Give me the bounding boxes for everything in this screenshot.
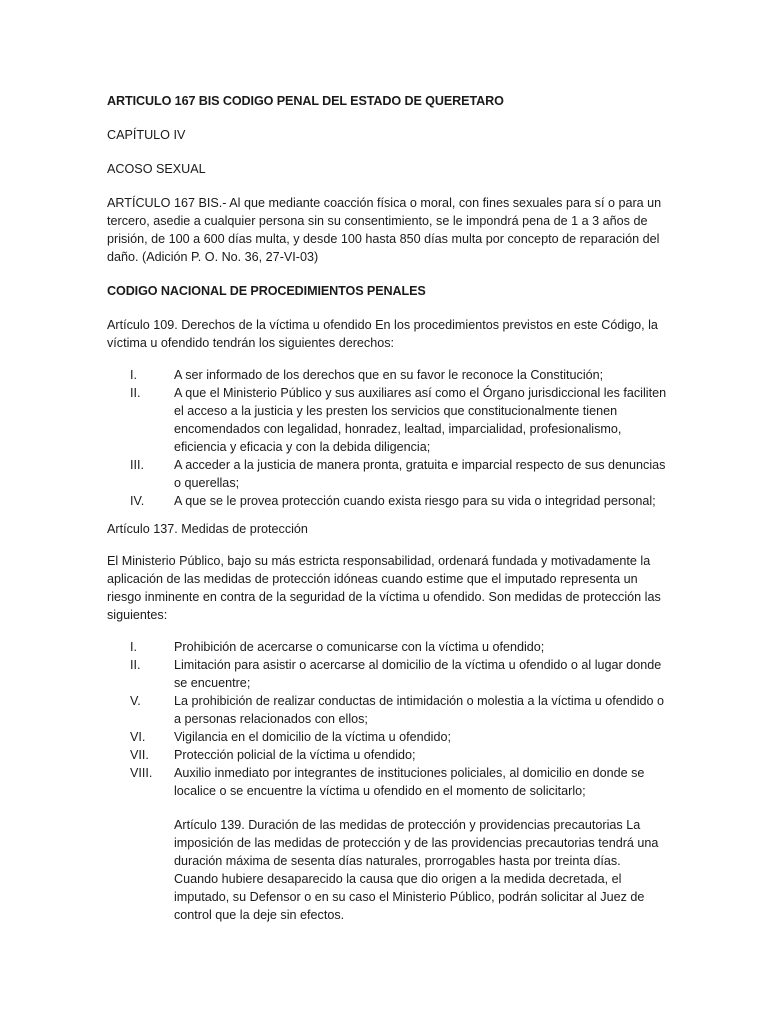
article-109-list bbox=[107, 366, 668, 510]
chapter-heading: CAPÍTULO IV bbox=[107, 128, 186, 142]
list-item bbox=[107, 656, 668, 692]
list-item bbox=[107, 384, 668, 456]
list-item-number: II. bbox=[130, 658, 141, 672]
list-item-text: A acceder a la justicia de manera pronta, gratuita e imparcial respecto de sus denuncias o querellas; bbox=[174, 458, 666, 490]
list-item-text: Auxilio inmediato por integrantes de instituciones policiales, al domicilio en donde se localice o se encuentre la víctima u ofendido en el momento de solicitarlo; bbox=[174, 766, 645, 798]
list-item-text: Prohibición de acercarse o comunicarse con la víctima u ofendido; bbox=[174, 640, 545, 654]
article-137-title: Artículo 137. Medidas de protección bbox=[107, 522, 308, 536]
article-167-bis-text: Al que mediante coacción física o moral, con fines sexuales para sí o para un tercero, asedie a cualquier persona sin su consentimiento, se le impondrá pena de 1 a 3 años de prisión, de 100 a 600 días multa, y desde 100 hasta 850 días multa por concepto de reparación del daño. (Adición P. O. No. 36, 27-VI-03) bbox=[107, 196, 662, 264]
list-item-text: Limitación para asistir o acercarse al domicilio de la víctima u ofendido o al lugar donde se encuentre; bbox=[174, 658, 662, 690]
list-item-number: VIII. bbox=[130, 766, 153, 780]
list-item-text: A que se le provea protección cuando exista riesgo para su vida o integridad personal; bbox=[174, 494, 656, 508]
article-137-paragraph: El Ministerio Público, bajo su más estricta responsabilidad, ordenará fundada y motivadamente la aplicación de las medidas de protección idóneas cuando estime que el imputado representa un riesgo inminente en contra de la seguridad de la víctima u ofendido. Son medidas de protección las siguientes: bbox=[107, 554, 661, 622]
article-167-bis-label: ARTÍCULO 167 BIS.- bbox=[107, 196, 227, 210]
list-item-text: Vigilancia en el domicilio de la víctima u ofendido; bbox=[174, 730, 451, 744]
list-item-text: A que el Ministerio Público y sus auxiliares así como el Órgano jurisdiccional les faciliten el acceso a la justicia y les presten los servicios que constitucionalmente tienen encomendados con legalidad, honradez, lealtad, imparcialidad, profesionalismo, eficiencia y eficacia y con la debida diligencia; bbox=[174, 386, 667, 454]
article-167-bis-paragraph bbox=[107, 194, 668, 266]
list-item-text: A ser informado de los derechos que en su favor le reconoce la Constitución; bbox=[174, 368, 604, 382]
article-139-paragraph: Artículo 139. Duración de las medidas de protección y providencias precautorias La imposición de las medidas de protección y de las providencias precautorias tendrá una duración máxima de sesenta días naturales, prorrogables hasta por treinta días. Cuando hubiere desaparecido la causa que dio origen a la medida decretada, el imputado, su Defensor o en su caso el Ministerio Público, podrán solicitar al Juez de control que la deje sin efectos. bbox=[174, 818, 659, 922]
list-item bbox=[107, 764, 668, 800]
list-item-number: V. bbox=[130, 694, 141, 708]
list-item bbox=[107, 746, 668, 764]
list-item bbox=[107, 456, 668, 492]
list-item-number: VI. bbox=[130, 730, 146, 744]
list-item-number: I. bbox=[130, 368, 137, 382]
article-137-list bbox=[107, 638, 668, 800]
list-item-number: VII. bbox=[130, 748, 149, 762]
section-heading: ACOSO SEXUAL bbox=[107, 162, 206, 176]
article-109-paragraph: Artículo 109. Derechos de la víctima u ofendido En los procedimientos previstos en este Código, la víctima u ofendido tendrán los siguientes derechos: bbox=[107, 318, 658, 350]
list-item-text: Protección policial de la víctima u ofendido; bbox=[174, 748, 416, 762]
list-item-number: IV. bbox=[130, 494, 145, 508]
list-item bbox=[107, 638, 668, 656]
list-item-number: III. bbox=[130, 458, 144, 472]
list-item bbox=[107, 692, 668, 728]
list-item-text: La prohibición de realizar conductas de intimidación o molestia a la víctima u ofendido o a personas relacionados con ellos; bbox=[174, 694, 665, 726]
list-item-number: II. bbox=[130, 386, 141, 400]
list-item bbox=[107, 366, 668, 384]
list-item bbox=[107, 492, 668, 510]
list-item-number: I. bbox=[130, 640, 137, 654]
document-title-cnpp: CODIGO NACIONAL DE PROCEDIMIENTOS PENALES bbox=[107, 284, 426, 298]
document-title-queretaro: ARTICULO 167 BIS CODIGO PENAL DEL ESTADO DE QUERETARO bbox=[107, 94, 504, 108]
list-item bbox=[107, 728, 668, 746]
